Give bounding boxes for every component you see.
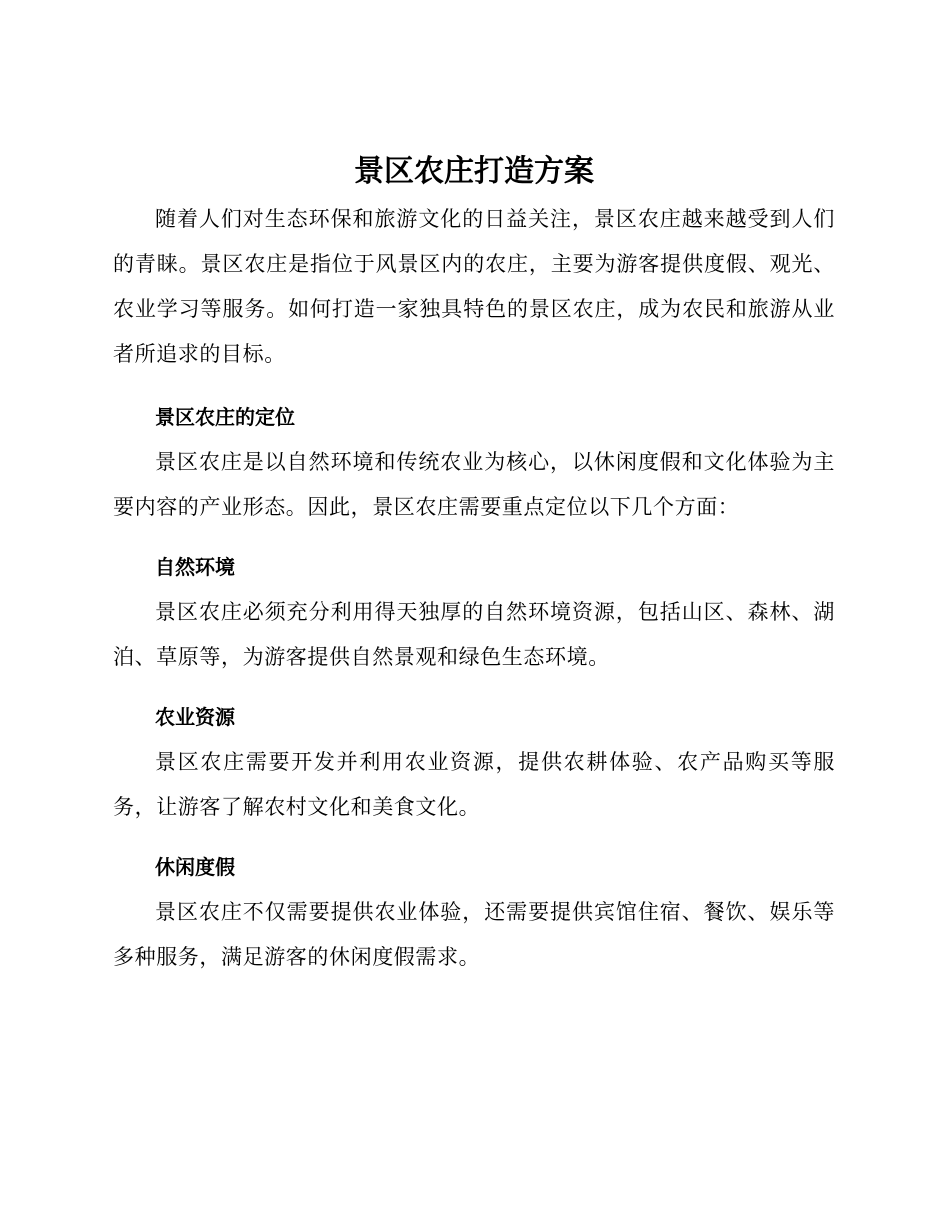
section-heading-agricultural-resources: 农业资源 <box>155 705 235 729</box>
section-heading-natural-environment: 自然环境 <box>155 555 235 579</box>
intro-paragraph: 随着人们对生态环保和旅游文化的日益关注，景区农庄越来越受到人们的青睐。景区农庄是指位于风景区内的农庄，主要为游客提供度假、观光、农业学习等服务。如何打造一家独具特色的景区农庄，成为农民和旅游从业者所追求的目标。 <box>113 207 835 366</box>
section-body-positioning: 景区农庄是以自然环境和传统农业为核心，以休闲度假和文化体验为主要内容的产业形态。因此，景区农庄需要重点定位以下几个方面： <box>113 450 835 519</box>
document-content <box>113 150 835 980</box>
section-heading-leisure-vacation: 休闲度假 <box>155 855 235 879</box>
section-body-agricultural-resources: 景区农庄需要开发并利用农业资源，提供农耕体验、农产品购买等服务，让游客了解农村文化和美食文化。 <box>113 750 835 819</box>
section-body-natural-environment: 景区农庄必须充分利用得天独厚的自然环境资源，包括山区、森林、湖泊、草原等，为游客提供自然景观和绿色生态环境。 <box>113 600 835 669</box>
section-body-leisure-vacation: 景区农庄不仅需要提供农业体验，还需要提供宾馆住宿、餐饮、娱乐等多种服务，满足游客的休闲度假需求。 <box>113 900 835 969</box>
section-heading-positioning: 景区农庄的定位 <box>155 405 295 429</box>
document-title: 景区农庄打造方案 <box>354 154 594 189</box>
